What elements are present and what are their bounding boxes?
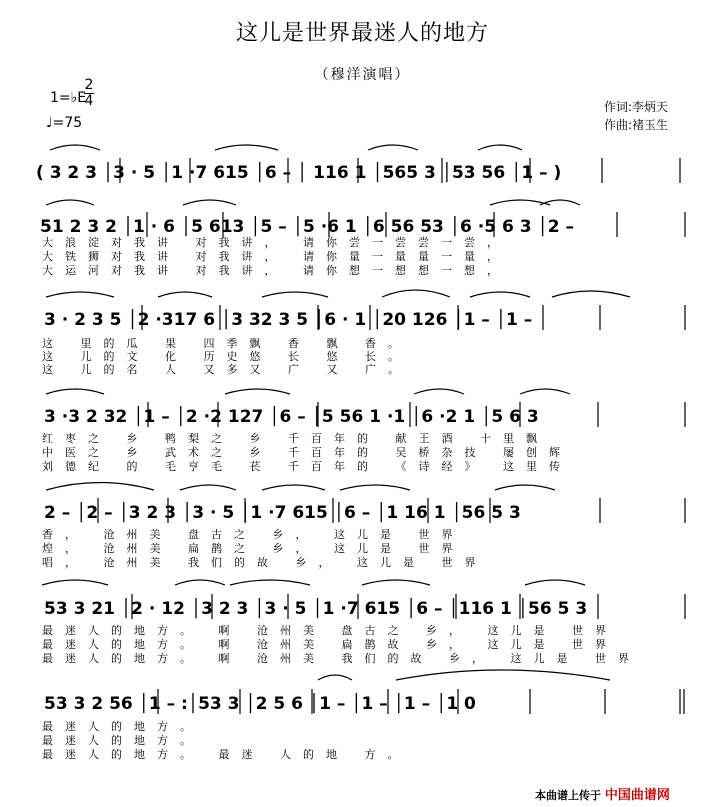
notes-row-1: ( 3 2 3 │3 · 5 │1 ·7 615 │6 – │ 116 1 │565 3 │53 56 │1 – ) [36,163,562,183]
lyrics-row-5: 香， 沧州美 盘古之 乡， 这儿是 世界 煌， 沧州美 扁鹊之 乡， 这儿是 世界 唱， 沧州美 我们的故 乡， 这儿是 世界 [42,528,488,569]
site-logo[interactable]: 中国曲谱网 [604,788,670,803]
time-signature: 2 4 [84,77,94,109]
footer: 本曲谱上传于 中国曲谱网 [535,788,670,803]
tempo-marking: ♩=75 [46,115,83,131]
lyrics-row-4: 红枣之 乡 鸭梨之 乡 千百年的 献王酒 十里飘 中医之 乡 武术之 乡 千百年的 吴桥杂技 屡创辉 刘德纪 的 毛亨毛 苌 千百年的 《诗经》 这里传 [42,432,572,473]
quarter-note-icon: ♩ [46,115,53,131]
composer-credit: 作曲:褚玉生 [604,118,669,132]
notes-row-6: 53 3 21 │2 · 12 │3 2 3 │3 · 5 │1 ·7 615 │6 – │116 1 │56 5 3 [44,599,588,619]
notes-data [0,0,1,1]
notes-row-5: 2 – │2 – │3 2 3 │3 · 5 │1 ·7 615 │6 – │1 16 1 │56 5 3 [44,503,521,523]
notes-row-4: 3 ·3 2 32 │1 – │2 ·2 127 │6 – │5 56 1 ·1 │6 ·2 1 │5 6 3 [44,407,539,427]
notes-row-2: 51 2 3 2 │1 · 6 │5 613 │5 – │5 ·6 1 │6 56 53 │6 ·5 6 3 │2 – [40,217,574,237]
singer-credit: （穆洋演唱） [314,67,411,83]
notes-row-7: 53 3 2 56 │1 – :│53 3 │2 5 6 │1 – │1 – │1 – │1 0 [44,694,476,714]
key-signature: 1=♭E [50,90,87,106]
song-title: 这儿是世界最迷人的地方 [235,21,489,46]
lyrics-row-6: 最迷人的地方。 啊 沧州美 盘古之 乡， 这儿是 世界 最迷人的地方。 啊 沧州美 扁鹊故 乡， 这儿是 世界 最迷人的地方。 啊 沧州美 我们的故 乡， 这儿是 世界 [42,624,641,665]
notes-row-3: 3 · 2 3 5 │2 ·317 6 │3 32 3 5 │6 · 1 │20 126 │1 – │1 – [44,310,533,330]
lyrics-row-7: 最迷人的地方。 最迷人的地方。 最迷人的地方。 最迷 人的地 方。 [42,720,411,761]
lyrics-row-2: 大浪淀对我讲 对我讲， 请你尝一尝尝一尝， 大铁狮对我讲 对我讲， 请你量一量量一量， 大运河对我讲 对我讲， 请你想一想想一想， [42,236,510,277]
lyrics-row-3: 这 里的瓜 果 四季飘 香 飘 香。 这 儿的文 化 历史悠 长 悠 长。 这 儿的名 人 又多又 广 又 广。 [42,337,411,376]
lyricist-credit: 作词:李炳天 [604,100,669,114]
